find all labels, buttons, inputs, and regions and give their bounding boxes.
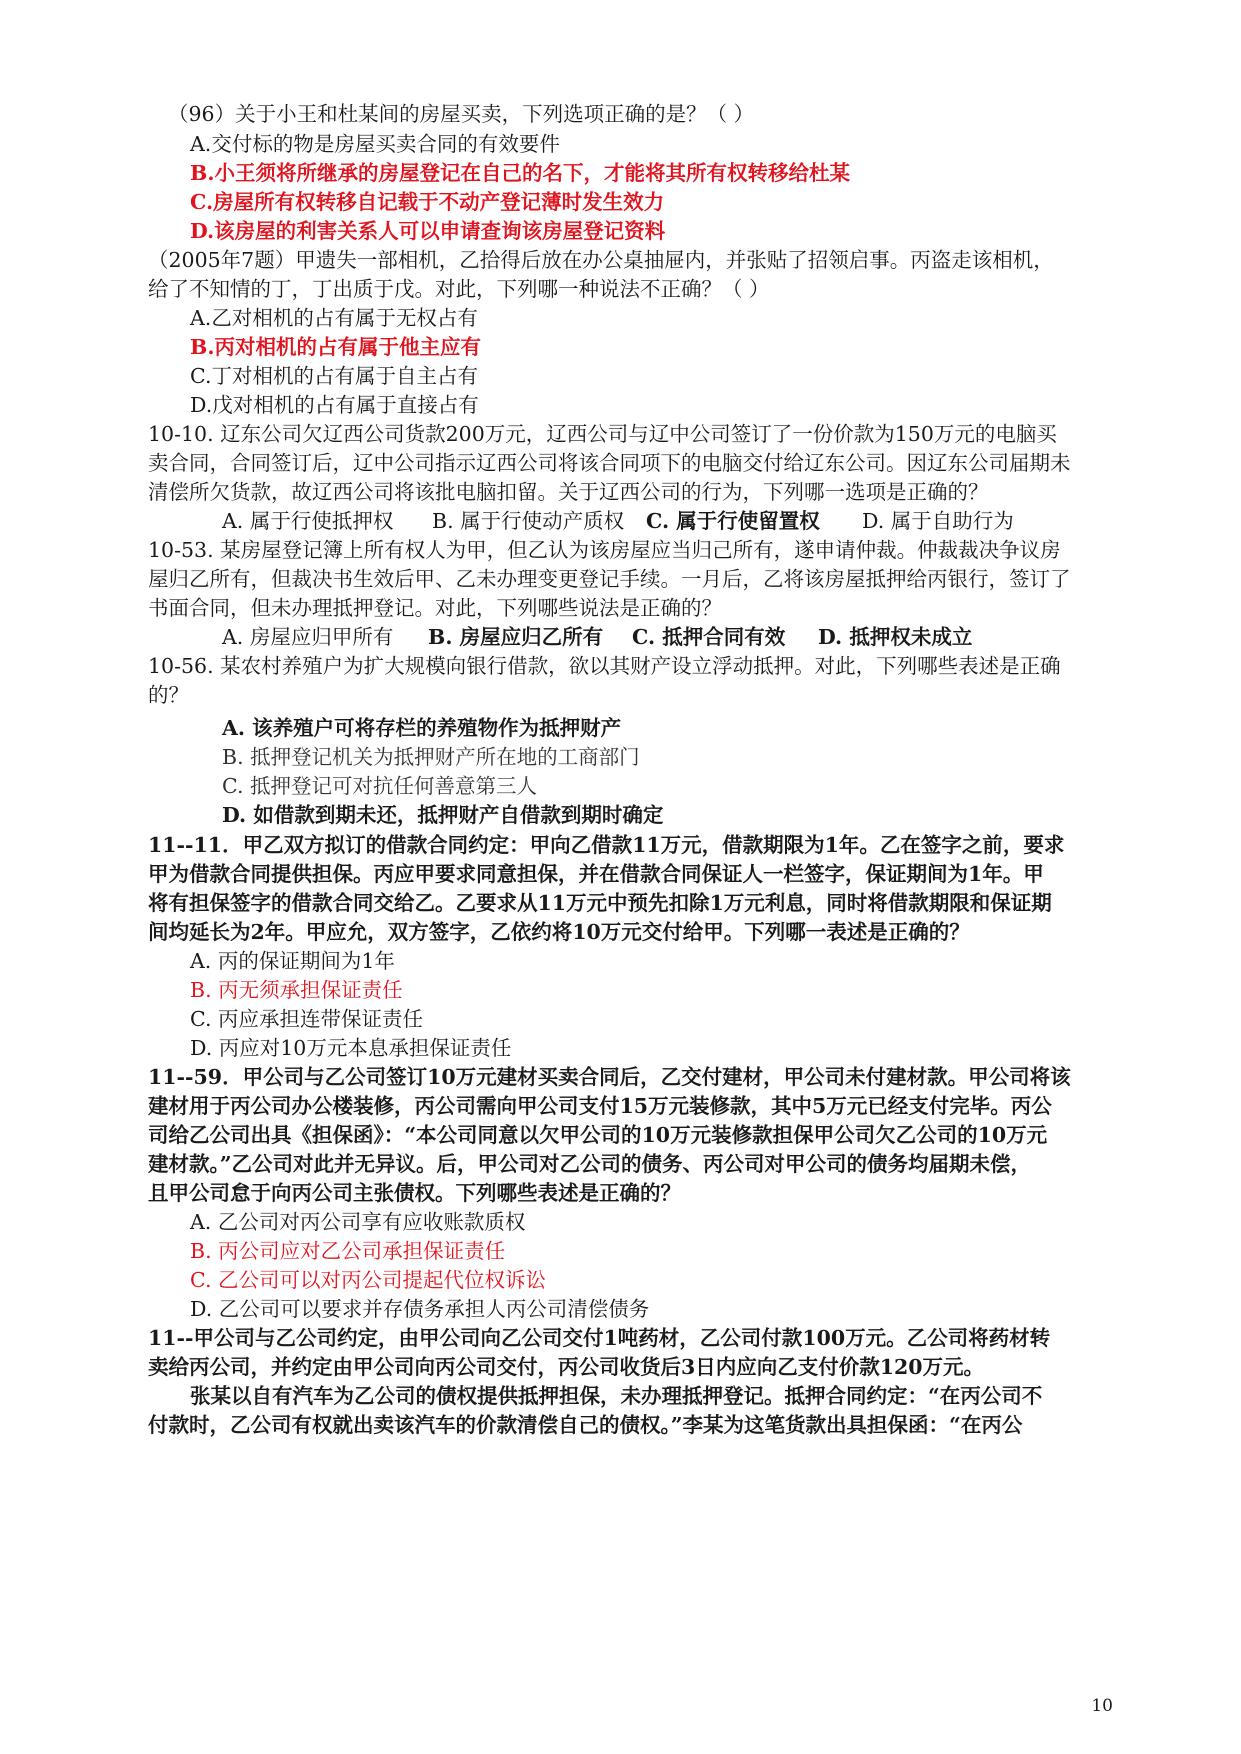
- option-text-correct: B. 丙公司应对乙公司承担保证责任: [190, 1239, 506, 1263]
- question-96-stem: （96）关于小王和杜某间的房屋买卖，下列选项正确的是？（ ）: [168, 102, 755, 126]
- question-11-59-stem: 建材款。”乙公司对此并无异议。后，甲公司对乙公司的债务、丙公司对甲公司的债务均届期未偿，: [148, 1152, 1032, 1176]
- option-text: A.交付标的物是房屋买卖合同的有效要件: [190, 132, 560, 156]
- question-2005-7-stem: （2005年7题）甲遗失一部相机，乙拾得后放在办公桌抽屉内，并张贴了招领启事。丙盗走该相机，: [148, 248, 1054, 272]
- option-text: A. 乙公司对丙公司享有应收账款质权: [190, 1210, 526, 1234]
- question-11-59-stem: 司给乙公司出具《担保函》：“本公司同意以欠甲公司的10万元装修款担保甲公司欠乙公司的10万元: [148, 1123, 1048, 1147]
- option-text-correct: C. 抵押合同有效: [632, 625, 786, 649]
- question-11-59-stem: 建材用于丙公司办公楼装修，丙公司需向甲公司支付15万元装修款，其中5万元已经支付完毕。丙公: [148, 1094, 1052, 1118]
- question-11-11-stem: 11--11．甲乙双方拟订的借款合同约定：甲向乙借款11万元，借款期限为1年。乙在签字之前，要求: [148, 833, 1065, 857]
- option-text: A. 房屋应归甲所有: [222, 625, 394, 649]
- option-text-correct: B.丙对相机的占有属于他主应有: [190, 335, 481, 359]
- question-10-53-stem: 书面合同，但未办理抵押登记。对此，下列哪些说法是正确的？: [148, 596, 722, 620]
- question-10-53-stem: 屋归乙所有，但裁决书生效后甲、乙未办理变更登记手续。一月后，乙将该房屋抵押给丙银行，签订了: [148, 567, 1071, 591]
- question-11-11-stem: 间均延长为2年。甲应允，双方签字，乙依约将10万元交付给甲。下列哪一表述是正确的？: [148, 920, 970, 944]
- question-11-stem: 张某以自有汽车为乙公司的债权提供抵押担保，未办理抵押登记。抵押合同约定：“在丙公司不: [190, 1384, 1043, 1408]
- option-text-correct: C. 乙公司可以对丙公司提起代位权诉讼: [190, 1268, 546, 1292]
- option-text: B. 抵押登记机关为抵押财产所在地的工商部门: [222, 745, 640, 769]
- option-text: D. 属于自助行为: [862, 509, 1014, 533]
- question-10-10-stem: 10-10. 辽东公司欠辽西公司货款200万元，辽西公司与辽中公司签订了一份价款为150万元的电脑买: [148, 422, 1057, 446]
- page-number: 10: [1091, 1696, 1113, 1716]
- option-text-correct: C. 属于行使留置权: [646, 509, 820, 533]
- question-10-10-stem: 清偿所欠货款，故辽西公司将该批电脑扣留。关于辽西公司的行为，下列哪一选项是正确的？: [148, 480, 989, 504]
- option-text: C. 丙应承担连带保证责任: [190, 1007, 423, 1031]
- option-text-correct: B.小王须将所继承的房屋登记在自己的名下，才能将其所有权转移给杜某: [190, 161, 850, 185]
- question-2005-7-stem: 给了不知情的丁，丁出质于戊。对此，下列哪一种说法不正确？（ ）: [148, 277, 770, 301]
- option-text: A.乙对相机的占有属于无权占有: [190, 306, 478, 330]
- question-11-11-stem: 甲为借款合同提供担保。丙应甲要求同意担保，并在借款合同保证人一栏签字，保证期间为1年。甲: [148, 862, 1044, 886]
- question-11-stem: 卖给丙公司，并约定由甲公司向丙公司交付，丙公司收货后3日内应向乙支付价款120万元。: [148, 1355, 985, 1379]
- question-11-stem: 付款时，乙公司有权就出卖该汽车的价款清偿自己的债权。”李某为这笔货款出具担保函：“在丙公: [148, 1413, 1023, 1437]
- question-11-stem: 11--甲公司与乙公司约定，由甲公司向乙公司交付1吨药材，乙公司付款100万元。乙公司将药材转: [148, 1326, 1051, 1350]
- option-text-correct: D. 抵押权未成立: [818, 625, 973, 649]
- option-text: D. 丙应对10万元本息承担保证责任: [190, 1036, 512, 1060]
- question-11-11-stem: 将有担保签字的借款合同交给乙。乙要求从11万元中预先扣除1万元利息，同时将借款期限和保证期: [148, 891, 1052, 915]
- option-text: D.戊对相机的占有属于直接占有: [190, 393, 479, 417]
- option-text-correct: C.房屋所有权转移自记载于不动产登记薄时发生效力: [190, 190, 665, 214]
- question-10-56-stem: 的？: [148, 683, 189, 707]
- option-text-correct: D. 如借款到期未还，抵押财产自借款到期时确定: [222, 803, 664, 827]
- option-text: A. 属于行使抵押权: [222, 509, 394, 533]
- question-10-56-stem: 10-56. 某农村养殖户为扩大规模向银行借款，欲以其财产设立浮动抵押。对此，下列哪些表述是正确: [148, 654, 1061, 678]
- option-text-correct: D.该房屋的利害关系人可以申请查询该房屋登记资料: [190, 219, 666, 243]
- option-text: C. 抵押登记可对抗任何善意第三人: [222, 774, 537, 798]
- question-10-10-stem: 卖合同，合同签订后，辽中公司指示辽西公司将该合同项下的电脑交付给辽东公司。因辽东公司届期未: [148, 451, 1071, 475]
- question-11-59-stem: 11--59．甲公司与乙公司签订10万元建材买卖合同后，乙交付建材，甲公司未付建材款。甲公司将该: [148, 1065, 1071, 1089]
- question-11-59-stem: 且甲公司怠于向丙公司主张债权。下列哪些表述是正确的？: [148, 1181, 681, 1205]
- option-text: B. 属于行使动产质权: [432, 509, 625, 533]
- option-text-correct: A. 该养殖户可将存栏的养殖物作为抵押财产: [222, 716, 622, 740]
- question-10-53-stem: 10-53. 某房屋登记簿上所有权人为甲，但乙认为该房屋应当归己所有，遂申请仲裁。仲裁裁决争议房: [148, 538, 1061, 562]
- option-text: A. 丙的保证期间为1年: [190, 949, 395, 973]
- option-text: C.丁对相机的占有属于自主占有: [190, 364, 478, 388]
- option-text-correct: B. 丙无须承担保证责任: [190, 978, 403, 1002]
- option-text-correct: B. 房屋应归乙所有: [428, 625, 604, 649]
- option-text: D. 乙公司可以要求并存债务承担人丙公司清偿债务: [190, 1297, 650, 1321]
